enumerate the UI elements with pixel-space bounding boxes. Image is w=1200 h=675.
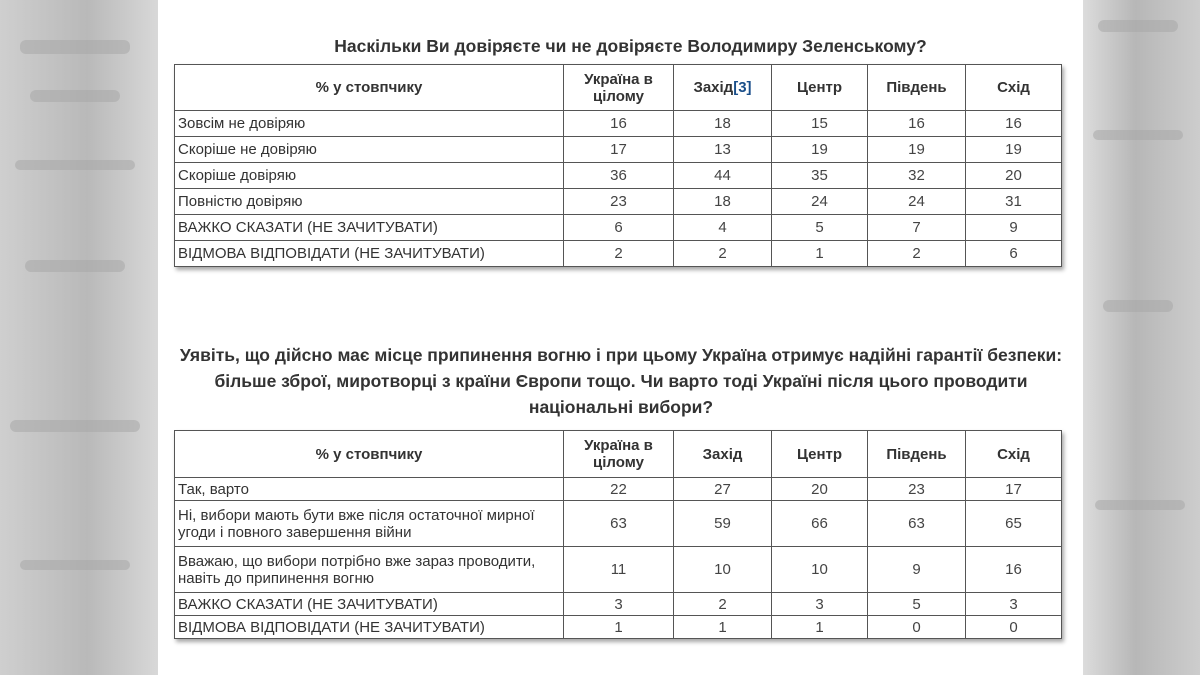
- row-label: Повністю довіряю: [175, 189, 564, 215]
- cell-value: 27: [674, 478, 772, 501]
- table2-header-center: Центр: [772, 431, 868, 478]
- table1-title: Наскільки Ви довіряєте чи не довіряєте Володимиру Зеленському?: [334, 36, 927, 56]
- row-label: Так, варто: [175, 478, 564, 501]
- cell-value: 36: [564, 163, 674, 189]
- cell-value: 10: [674, 547, 772, 593]
- row-label: ВАЖКО СКАЗАТИ (НЕ ЗАЧИТУВАТИ): [175, 215, 564, 241]
- cell-value: 18: [674, 111, 772, 137]
- cell-value: 31: [966, 189, 1062, 215]
- cell-value: 2: [868, 241, 966, 267]
- cell-value: 16: [564, 111, 674, 137]
- cell-value: 7: [868, 215, 966, 241]
- cell-value: 22: [564, 478, 674, 501]
- cell-value: 1: [564, 616, 674, 639]
- cell-value: 5: [772, 215, 868, 241]
- table2-header-west: Захід: [674, 431, 772, 478]
- cell-value: 6: [966, 241, 1062, 267]
- row-label: ВІДМОВА ВІДПОВІДАТИ (НЕ ЗАЧИТУВАТИ): [175, 616, 564, 639]
- cell-value: 32: [868, 163, 966, 189]
- cell-value: 11: [564, 547, 674, 593]
- row-label: ВІДМОВА ВІДПОВІДАТИ (НЕ ЗАЧИТУВАТИ): [175, 241, 564, 267]
- table2-header-row: [175, 431, 1062, 478]
- cell-value: 20: [966, 163, 1062, 189]
- cell-value: 1: [772, 616, 868, 639]
- cell-value: 59: [674, 501, 772, 547]
- cell-value: 19: [868, 137, 966, 163]
- cell-value: 0: [868, 616, 966, 639]
- cell-value: 17: [966, 478, 1062, 501]
- table1-header-south: Південь: [868, 65, 966, 111]
- cell-value: 17: [564, 137, 674, 163]
- cell-value: 4: [674, 215, 772, 241]
- cell-value: 10: [772, 547, 868, 593]
- table2-header-south: Південь: [868, 431, 966, 478]
- table2-header-ukraine: Україна в цілому: [564, 431, 674, 478]
- cell-value: 66: [772, 501, 868, 547]
- cell-value: 2: [674, 593, 772, 616]
- table1-header-row: [175, 65, 1062, 111]
- footnote-ref-link[interactable]: [3]: [733, 79, 752, 96]
- cell-value: 65: [966, 501, 1062, 547]
- row-label: Ні, вибори мають бути вже після остаточної мирної угоди і повного завершення війни: [175, 501, 564, 547]
- table-row: [175, 547, 1062, 593]
- table2-header-east: Схід: [966, 431, 1062, 478]
- table2-title: Уявіть, що дійсно має місце припинення вогню і при цьому Україна отримує надійні гарантії безпеки: більше зброї, миротворці з країни Європи тощо. Чи варто тоді Україні після цього проводити національні вибори?: [179, 345, 1063, 417]
- table1-header-east: Схід: [966, 65, 1062, 111]
- cell-value: 44: [674, 163, 772, 189]
- cell-value: 24: [772, 189, 868, 215]
- cell-value: 16: [868, 111, 966, 137]
- trust-zelensky-table: [174, 64, 1062, 267]
- cell-value: 2: [674, 241, 772, 267]
- table-row: [175, 137, 1062, 163]
- table-row: [175, 501, 1062, 547]
- row-label: Вважаю, що вибори потрібно вже зараз проводити, навіть до припинення вогню: [175, 547, 564, 593]
- cell-value: 19: [772, 137, 868, 163]
- cell-value: 20: [772, 478, 868, 501]
- cell-value: 2: [564, 241, 674, 267]
- table-row: [175, 593, 1062, 616]
- table-row: [175, 616, 1062, 639]
- row-label: ВАЖКО СКАЗАТИ (НЕ ЗАЧИТУВАТИ): [175, 593, 564, 616]
- table-row: [175, 215, 1062, 241]
- row-label: Зовсім не довіряю: [175, 111, 564, 137]
- table1-header-center: Центр: [772, 65, 868, 111]
- cell-value: 18: [674, 189, 772, 215]
- table1-header-ukraine: Україна в цілому: [564, 65, 674, 111]
- cell-value: 63: [564, 501, 674, 547]
- table-row: [175, 163, 1062, 189]
- cell-value: 6: [564, 215, 674, 241]
- cell-value: 63: [868, 501, 966, 547]
- cell-value: 1: [772, 241, 868, 267]
- table-row: [175, 111, 1062, 137]
- cell-value: 24: [868, 189, 966, 215]
- table1-header-percent: % у стовпчику: [175, 65, 564, 111]
- table1-header-west-label: Захід: [693, 79, 734, 96]
- cell-value: 35: [772, 163, 868, 189]
- row-label: Скоріше довіряю: [175, 163, 564, 189]
- table-row: [175, 241, 1062, 267]
- cell-value: 19: [966, 137, 1062, 163]
- cell-value: 13: [674, 137, 772, 163]
- cell-value: 15: [772, 111, 868, 137]
- blurred-background-left: [0, 0, 158, 675]
- row-label: Скоріше не довіряю: [175, 137, 564, 163]
- cell-value: 5: [868, 593, 966, 616]
- blurred-background-right: [1083, 0, 1200, 675]
- cell-value: 1: [674, 616, 772, 639]
- cell-value: 16: [966, 547, 1062, 593]
- cell-value: 3: [772, 593, 868, 616]
- table-row: [175, 189, 1062, 215]
- cell-value: 23: [564, 189, 674, 215]
- cell-value: 9: [966, 215, 1062, 241]
- table1-header-west: [674, 65, 772, 111]
- article-page: [158, 0, 1083, 675]
- elections-after-ceasefire-table: [174, 430, 1062, 639]
- table-row: [175, 478, 1062, 501]
- cell-value: 23: [868, 478, 966, 501]
- cell-value: 16: [966, 111, 1062, 137]
- cell-value: 0: [966, 616, 1062, 639]
- cell-value: 3: [564, 593, 674, 616]
- table2-header-percent: % у стовпчику: [175, 431, 564, 478]
- cell-value: 9: [868, 547, 966, 593]
- cell-value: 3: [966, 593, 1062, 616]
